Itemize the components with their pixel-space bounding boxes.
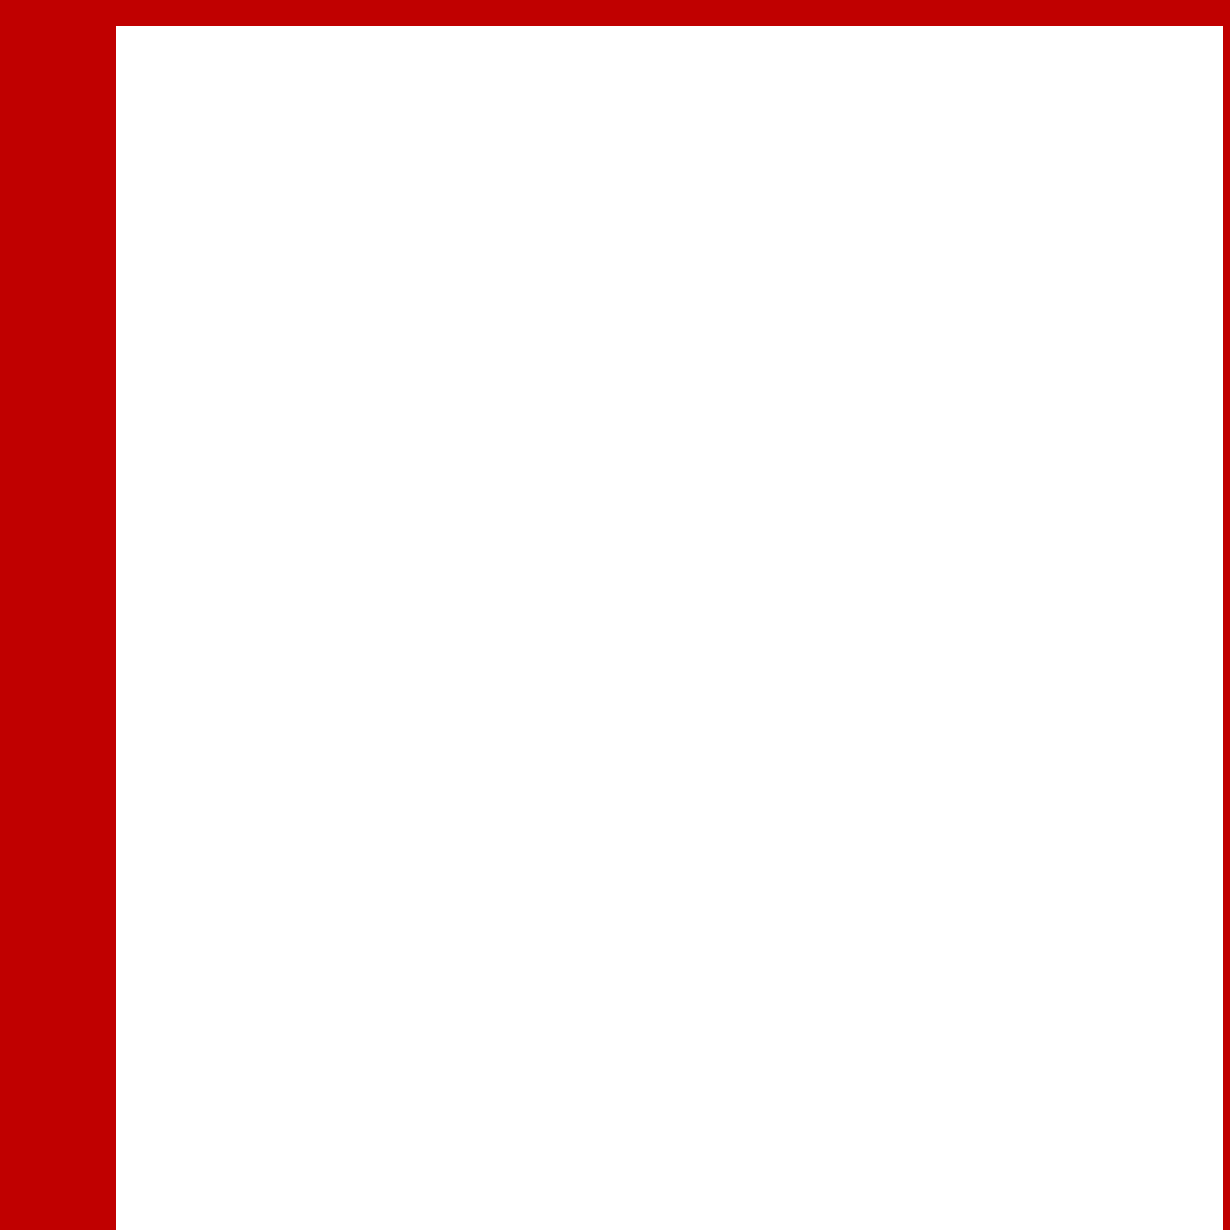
data-table (116, 26, 1223, 1230)
header-row (0, 0, 1230, 26)
